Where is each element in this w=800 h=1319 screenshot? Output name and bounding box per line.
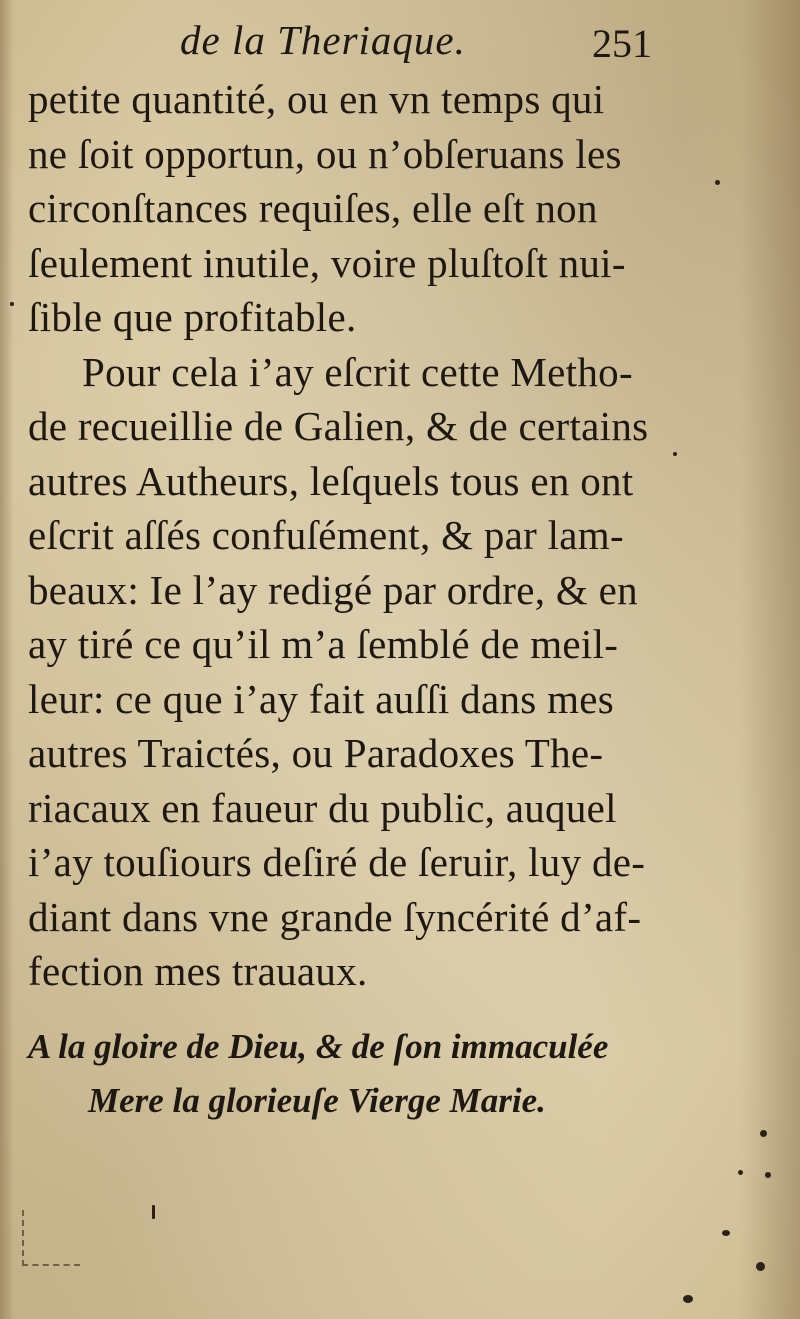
text-line: fection mes trauaux. [28,948,368,994]
text-line: ay tiré ce qu’il m’a ſemblé de meil- [28,621,619,667]
running-title: de la Theriaque. [180,17,466,63]
ink-speck [715,180,720,185]
text-line: ne ſoit opportun, ou n’obſeruans les [28,130,622,177]
ink-speck [765,1172,771,1178]
ink-speck [722,1230,730,1236]
page-shadow-right [740,0,800,1319]
dedication [28,1020,708,1128]
ink-bracket-mark [22,1210,80,1266]
text-line: ſeulement inutile, voire pluſtoſt nui- [28,239,626,286]
dedication-line-2: Mere la glorieuſe Vierge Marie. [88,1081,546,1120]
text-line: riacaux en faueur du public, auquel [28,784,617,831]
text-line: petite quantité, ou en vn temps qui [28,76,605,122]
ink-speck [738,1170,743,1175]
ink-speck [760,1130,767,1137]
ink-speck [10,302,14,306]
ink-speck [152,1205,155,1219]
text-line: i’ay touſiours deſiré de ſeruir, luy de- [28,839,646,885]
body-text [28,72,668,999]
text-line: autres Autheurs, leſquels tous en ont [28,457,634,504]
ink-speck [756,1262,765,1271]
text-line: Pour cela i’ay eſcrit cette Metho- [82,348,633,395]
ink-speck [683,1295,693,1303]
text-line: autres Traictés, ou Paradoxes The- [28,730,604,776]
ink-speck [673,452,677,456]
dedication-line-1: A la gloire de Dieu, & de ſon immaculée [28,1027,609,1066]
page-shadow-left [0,0,14,1319]
page-number: 251 [592,21,652,66]
text-line: ſible que profitable. [28,294,357,340]
text-line: leur: ce que i’ay fait auſſi dans mes [28,675,615,722]
text-line: diant dans vne grande ſyncérité d’af- [28,893,642,940]
text-line: eſcrit aſſés confuſément, & par lam- [28,512,624,558]
text-line: circonſtances requiſes, elle eſt non [28,185,598,231]
text-line: beaux: Ie l’ay redigé par ordre, & en [28,566,638,613]
text-line: de recueillie de Galien, & de certains [28,403,649,449]
